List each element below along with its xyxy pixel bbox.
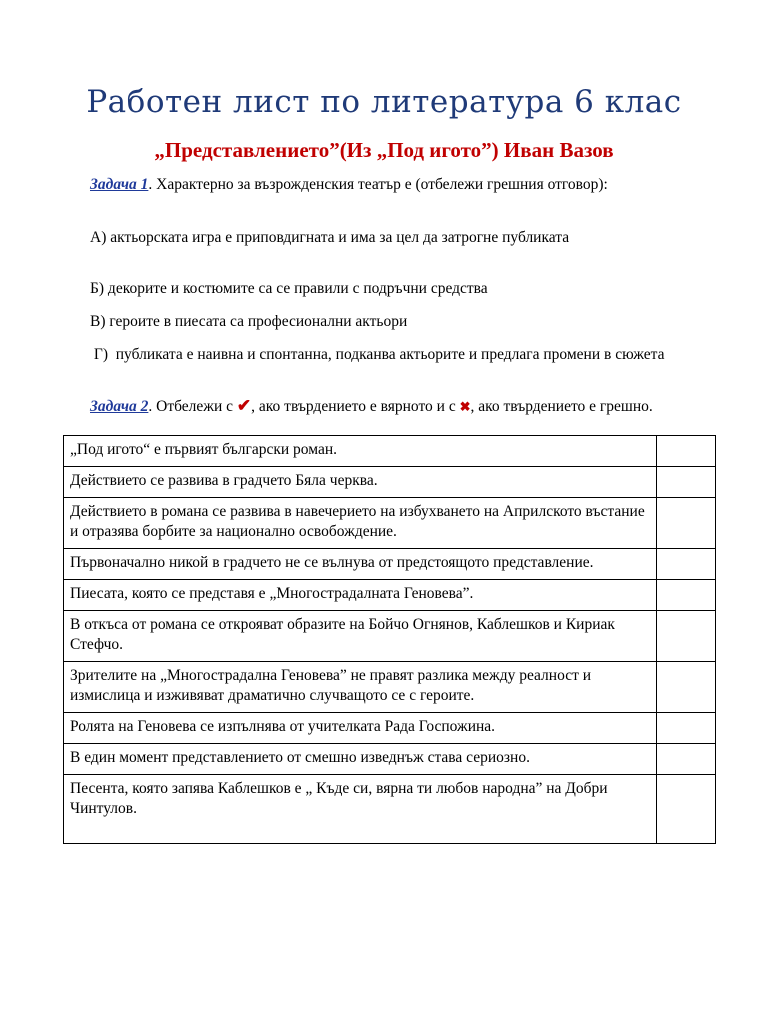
task2-question	[90, 397, 680, 416]
worksheet-title: Работен лист по литература 6 клас	[86, 84, 682, 120]
answer-cell[interactable]	[657, 744, 716, 775]
table-row	[64, 467, 716, 498]
statement-text: Действието в романа се развива в навечерието на избухването на Априлското въстание и отразява борбите за национално освобождение.	[64, 498, 657, 549]
table-row	[64, 498, 716, 549]
table-row	[64, 662, 716, 713]
answer-cell[interactable]	[657, 467, 716, 498]
answer-cell[interactable]	[657, 713, 716, 744]
cross-mark-icon: ✖	[459, 399, 471, 414]
statements-table	[63, 435, 716, 844]
table-row	[64, 580, 716, 611]
answer-cell[interactable]	[657, 498, 716, 549]
statement-text: В един момент представлението от смешно изведнъж става сериозно.	[64, 744, 657, 775]
table-row	[64, 744, 716, 775]
task1-option-b: Б) декорите и костюмите са се правили с подръчни средства	[90, 280, 488, 297]
task1-question	[90, 176, 680, 194]
table-row	[64, 549, 716, 580]
answer-cell[interactable]	[657, 549, 716, 580]
table-row	[64, 713, 716, 744]
table-row	[64, 436, 716, 467]
task1-option-d: Г) публиката е наивна и спонтанна, подканва актьорите и предлага промени в сюжета	[90, 346, 665, 363]
statement-text: Зрителите на „Многострадална Геновева” не правят разлика между реалност и измислица и изживяват драматично случващото се с героите.	[64, 662, 657, 713]
answer-cell[interactable]	[657, 662, 716, 713]
answer-cell[interactable]	[657, 436, 716, 467]
task2-text-before: . Отбележи с	[148, 398, 237, 415]
statement-text: Първоначално никой в градчето не се вълнува от предстоящото представление.	[64, 549, 657, 580]
task2-label: Задача 2	[90, 398, 149, 415]
answer-cell[interactable]	[657, 580, 716, 611]
statement-text: Ролята на Геновева се изпълнява от учителката Рада Госпожина.	[64, 713, 657, 744]
check-mark-icon: ✔	[236, 396, 252, 415]
answer-cell[interactable]	[657, 611, 716, 662]
task1-text: . Характерно за възрожденския театър е (отбележи грешния отговор):	[148, 176, 608, 193]
table-row	[64, 775, 716, 844]
statement-text: Пиесата, която се представя е „Многострадалната Геновева”.	[64, 580, 657, 611]
table-row	[64, 611, 716, 662]
task1-label: Задача 1	[90, 176, 149, 193]
statement-text: Действието се развива в градчето Бяла черква.	[64, 467, 657, 498]
answer-cell[interactable]	[657, 775, 716, 844]
statement-text: Песента, която запява Каблешков е „ Къде си, вярна ти любов народна” на Добри Чинтулов.	[64, 775, 657, 844]
task2-text-after: , ако твърдението е грешно.	[470, 398, 653, 415]
statement-text: В откъса от романа се открояват образите на Бойчо Огнянов, Каблешков и Кириак Стефчо.	[64, 611, 657, 662]
task2-text-middle: , ако твърдението е вярното и с	[251, 398, 460, 415]
task1-option-a: А) актьорската игра е приповдигната и има за цел да затрогне публиката	[90, 229, 570, 246]
worksheet-subtitle: „Представлението”(Из „Под игото”) Иван Вазов	[154, 138, 614, 162]
statement-text: „Под игото“ е първият български роман.	[64, 436, 657, 467]
task1-option-c: В) героите в пиесата са професионални актьори	[90, 313, 408, 330]
